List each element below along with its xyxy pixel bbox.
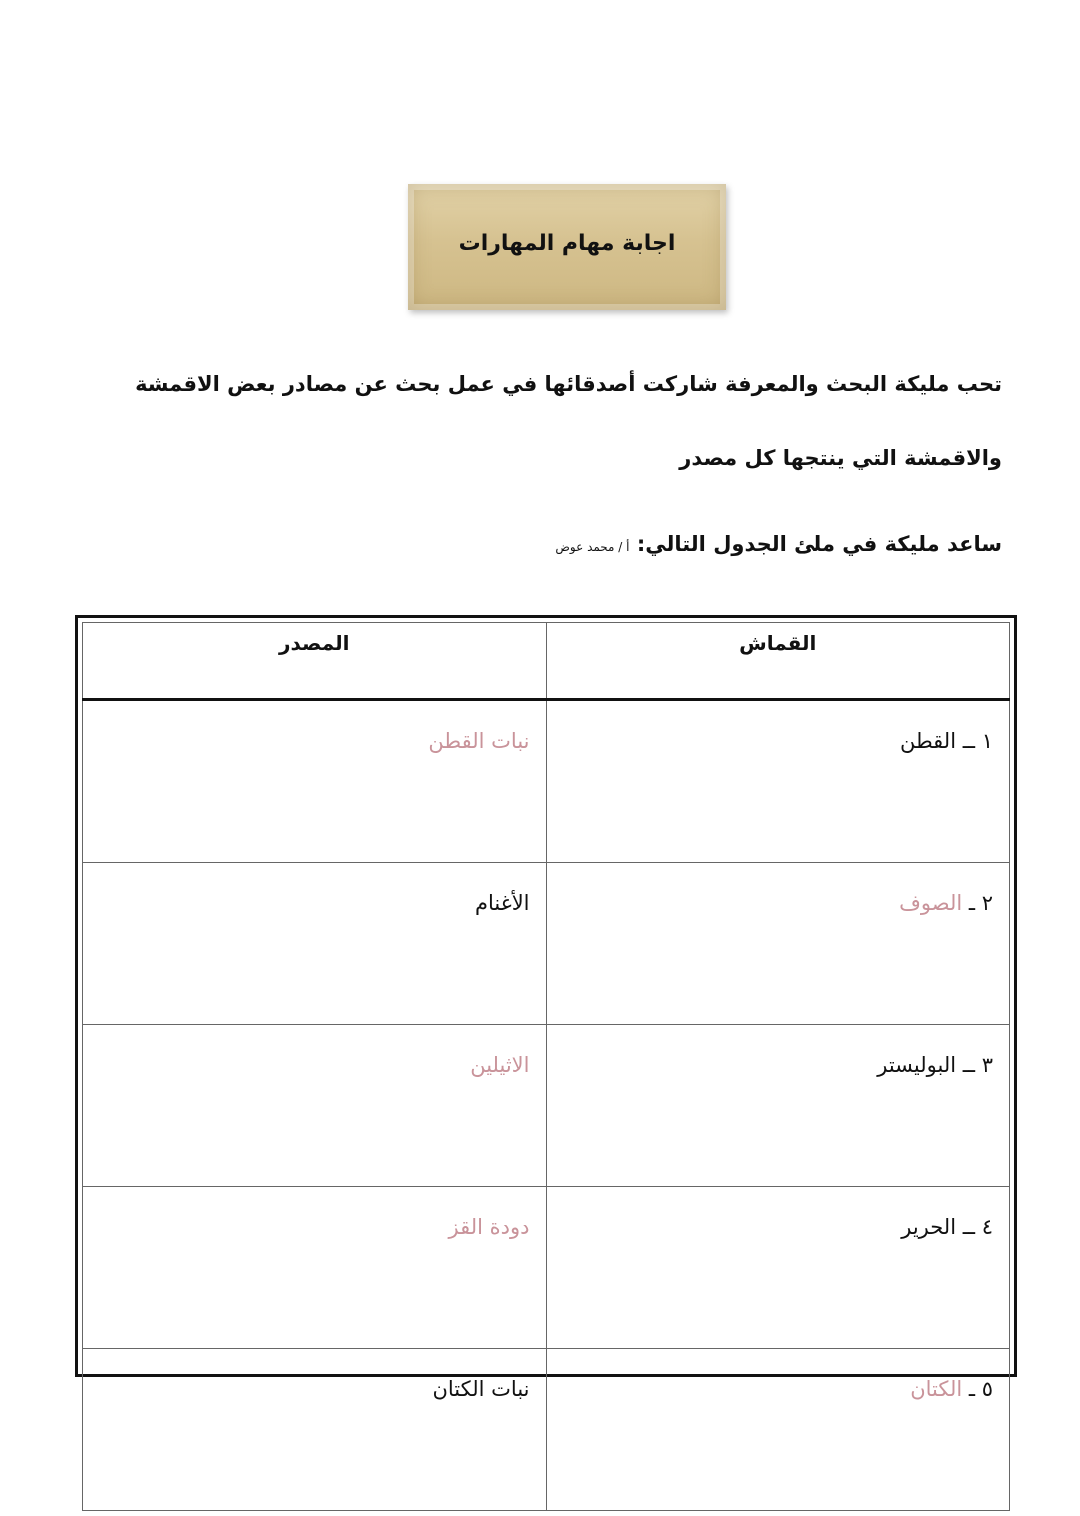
fabric-name: الصوف xyxy=(899,891,963,915)
intro-line-3 xyxy=(555,532,1002,556)
source-name: نبات الكتان xyxy=(432,1377,530,1401)
source-name: دودة القز xyxy=(448,1215,530,1239)
page-title: اجابة مهام المهارات xyxy=(458,230,676,256)
title-banner xyxy=(408,184,726,310)
row-number: ٤ ــ xyxy=(962,1215,993,1239)
source-name: نبات القطن xyxy=(428,729,530,753)
fabric-name: القطن xyxy=(899,729,957,753)
table-header-row xyxy=(83,623,1010,700)
source-name: الأغنام xyxy=(474,891,530,915)
fabric-name: البوليستر xyxy=(877,1053,957,1077)
fabric-cell xyxy=(546,1025,1010,1187)
source-cell xyxy=(83,863,547,1025)
source-cell xyxy=(83,1025,547,1187)
table-row xyxy=(83,700,1010,863)
intro-line-2: والاقمشة التي ينتجها كل مصدر xyxy=(679,446,1002,470)
fabric-name: الكتان xyxy=(910,1377,963,1401)
table-row xyxy=(83,1187,1010,1349)
instruction-text: ساعد مليكة في ملئ الجدول التالي: xyxy=(636,532,1002,556)
intro-line-1: تحب مليكة البحث والمعرفة شاركت أصدقائها في عمل بحث عن مصادر بعض الاقمشة xyxy=(135,372,1002,396)
header-fabric: القماش xyxy=(546,623,1010,700)
source-cell xyxy=(83,1349,547,1511)
table-row xyxy=(83,1349,1010,1511)
fabric-cell xyxy=(546,1187,1010,1349)
source-cell xyxy=(83,700,547,863)
row-number: ٢ ـ xyxy=(968,891,993,915)
table-row xyxy=(83,1025,1010,1187)
fabric-cell xyxy=(546,700,1010,863)
row-number: ٥ ـ xyxy=(968,1377,993,1401)
row-number: ١ ــ xyxy=(962,729,993,753)
row-number: ٣ ــ xyxy=(962,1053,993,1077)
source-cell xyxy=(83,1187,547,1349)
fabric-name: الحرير xyxy=(901,1215,957,1239)
author-credit: أ / محمد عوض xyxy=(555,540,630,554)
source-name: الاثيلين xyxy=(470,1053,530,1077)
fabric-cell xyxy=(546,1349,1010,1511)
fabric-source-table xyxy=(75,615,1017,1401)
table-row xyxy=(83,863,1010,1025)
header-source: المصدر xyxy=(83,623,547,700)
fabric-cell xyxy=(546,863,1010,1025)
